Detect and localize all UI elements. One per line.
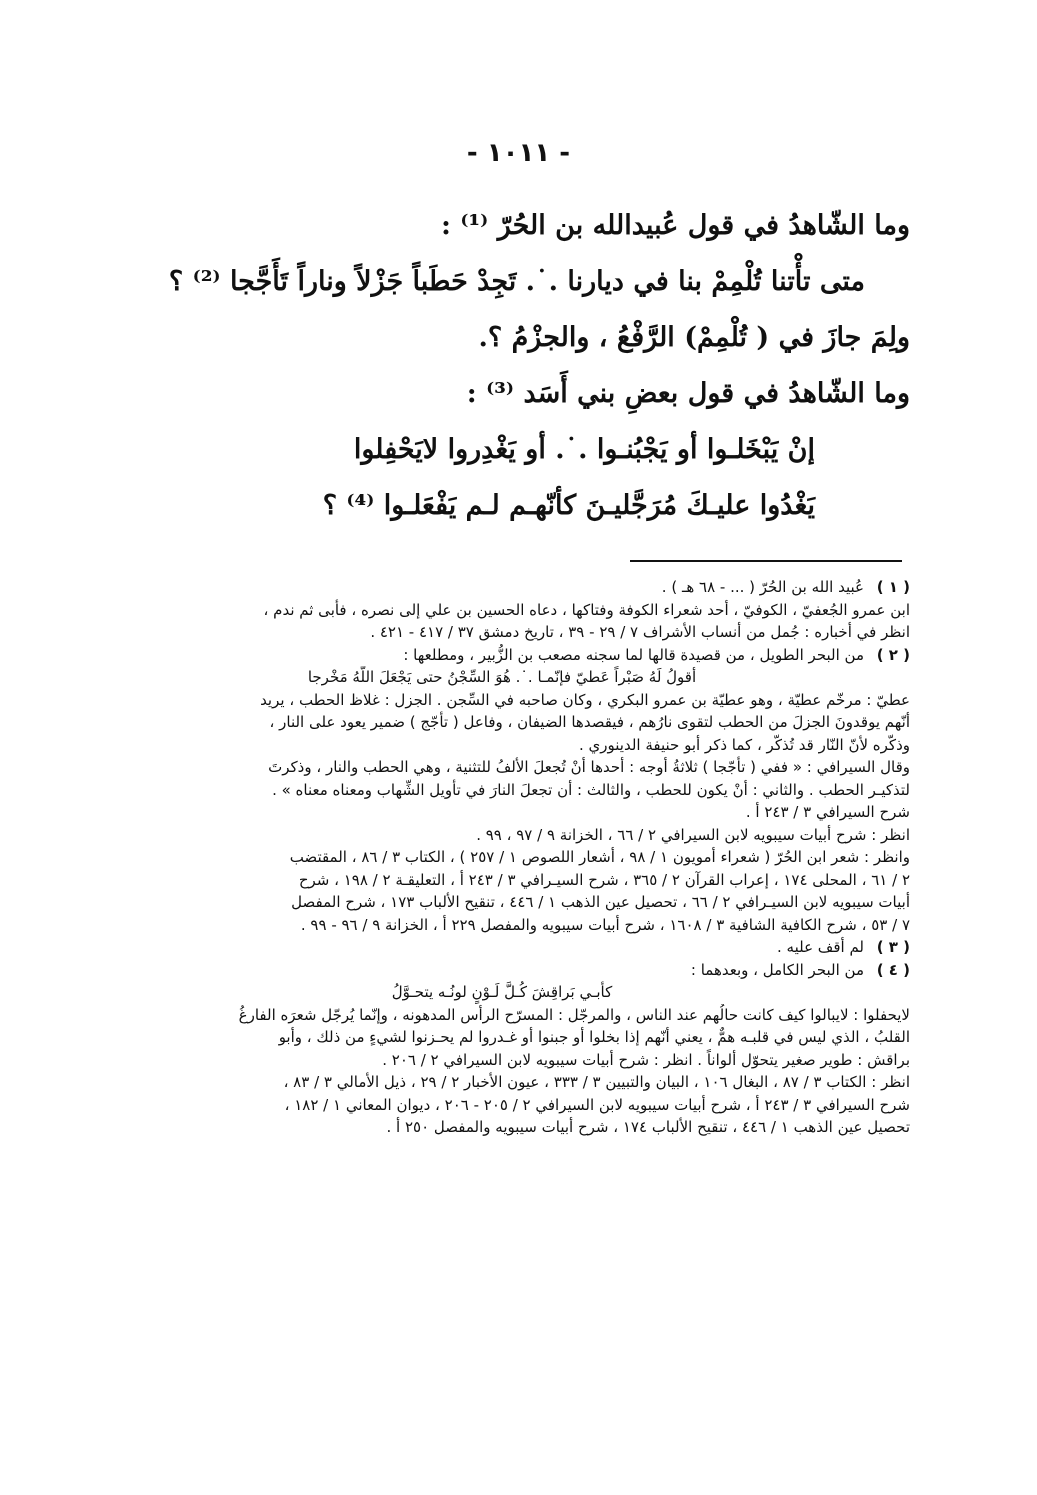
footnote-line: لتذكيـر الحطب . والثاني : أنْ يكون للحطب ، والثالث : أن تجعلَ النارَ في تأويل الشِّهاب ومعناه معناه » .: [272, 780, 910, 799]
question-line: وما الشّاهدُ في قول بعضِ بني أَسَد ⁽³⁾ :: [466, 378, 910, 409]
footnote-line: انظر : شرح أبيات سيبويه لابن السيرافي ٢ / ٦٦ ، الخزانة ٩ / ٩٧ ، ٩٩ .: [476, 825, 910, 844]
footnote-line: وانظر : شعر ابن الحُرّ ( شعراء أمويون ١ / ٩٨ ، أشعار اللصوص ١ / ٢٥٧ ) ، الكتاب ٣ / ٨٦ ، المقتضب: [289, 848, 910, 866]
footnote-number: ( ١ ): [876, 578, 910, 596]
main-text: [140, 212, 910, 548]
footnote-line: ابن عمرو الجُعفيّ ، الكوفيّ ، أحد شعراء الكوفة وفتاكها ، دعاه الحسين بن علي إلى نصره ، فأبى ثم ندم ،: [263, 600, 910, 619]
footnote-4: [140, 959, 910, 1139]
footnote-line: لم أقف عليه .: [777, 938, 864, 956]
footnote-separator: [630, 560, 902, 562]
question-line: ولِمَ جازَ في ( تُلْمِمْ) الرَّفْعُ ، والجزْمُ ؟.: [478, 322, 910, 353]
footnote-verse: كأبـي بَراقِشَ كُـلَّ لَـوْنٍ لونُـه يتحـوَّلُ: [391, 983, 613, 1001]
footnote-line: عُبيد الله بن الحُرّ ( ... - ٦٨ هـ ) .: [661, 578, 864, 596]
footnote-line: أبيات سيبويه لابن السيـرافي ٢ / ٦٦ ، تحصيل عين الذهب ١ / ٤٤٦ ، تنقيح الألباب ١٧٣ ، شرح المفصل: [291, 893, 910, 911]
verse-line: إنْ يَبْخَلـوا أو يَجْبُنـوا .˙. أو يَغْدِروا لايَحْفِلوا: [353, 434, 815, 465]
footnote-line: تحصيل عين الذهب ١ / ٤٤٦ ، تنقيح الألباب ١٧٤ ، شرح أبيات سيبويه والمفصل ٢٥٠ أ .: [386, 1118, 910, 1136]
footnote-3: [140, 936, 910, 959]
footnote-line: عطيّ : مرخّم عطيّة ، وهو عطيّة بن عمرو البكري ، وكان صاحبه في السِّجن . الجزل : غلاظ الحطب ، يريد: [260, 690, 910, 709]
footnote-number: ( ٢ ): [876, 645, 910, 664]
footnote-number: ( ٤ ): [876, 960, 910, 979]
footnote-line: من البحر الكامل ، وبعدهما :: [690, 960, 864, 979]
footnote-line: انظر : الكتاب ٣ / ٨٧ ، البغال ١٠٦ ، البيان والتبيين ٣ / ٣٣٣ ، عيون الأخبار ٢ / ٢٩ ، ذيل الأمالي ٣ / ٨٣ ،: [283, 1073, 910, 1091]
footnote-verse: أقولُ لَهُ صَبْراً عَطيّ فإنّمـا .˙. هُوَ السِّجْنُ حتى يَجْعَلَ اللّهُ مَخْرجا: [307, 668, 697, 686]
footnote-1: [140, 576, 910, 644]
footnote-line: وقال السيرافي : « ففي ( تأجّجا ) ثلاثةُ أوجه : أحدها أنْ تُجعلَ الألفُ للتثنية ، وهي الحطب والنار ، وذكرتَ: [268, 758, 910, 776]
verse-line: متى تأْتنا تُلْمِمْ بنا في ديارنا .˙. تَجِدْ حَطَباً جَزْلاً وناراً تَأَجَّجا ⁽²⁾ ؟: [168, 266, 865, 297]
footnote-line: ٧ / ٥٣ ، شرح الكافية الشافية ٣ / ١٦٠٨ ، شرح أبيات سيبويه والمفصل ٢٢٩ أ ، الخزانة ٩ / ٩٦ - ٩٩ .: [300, 915, 910, 934]
footnote-line: من البحر الطويل ، من قصيدة قالها لما سجنه مصعب بن الزُّبير ، ومطلعها :: [403, 645, 864, 664]
footnote-line: براقش : طوير صغير يتحوّل ألواناً . انظر : شرح أبيات سيبويه لابن السيرافي ٢ / ٢٠٦ .: [382, 1050, 910, 1069]
question-line: وما الشّاهدُ في قول عُبيدالله بن الحُرّ ⁽¹⁾ :: [441, 210, 910, 241]
page-number: - ١٠١١ -: [466, 138, 571, 168]
footnote-line: شرح السيرافي ٣ / ٢٤٣ أ ، شرح أبيات سيبويه لابن السيرافي ٢ / ٢٠٥ - ٢٠٦ ، ديوان المعاني ١ / ١٨٢ ،: [284, 1095, 910, 1114]
footnote-line: أنّهم يوقدونَ الجزلَ من الحطب لتقوى نارُهم ، فيقصدها الضيفان ، وفاعل ( تأجّج ) ضمير يعود على النار ،: [269, 713, 910, 731]
footnote-line: القلبُ ، الذي ليس في قلبـه همٌّ ، يعني أنّهم إذا بخلوا أو جبنوا أو غـدروا لم يحـزنوا لشيءٍ من ذلك ، وأبو: [278, 1028, 910, 1046]
footnote-line: وذكّره لأنّ النّار قد تُذكّر ، كما ذكر أبو حنيفة الدينوري .: [579, 735, 910, 754]
footnote-line: شرح السيرافي ٣ / ٢٤٣ أ .: [745, 803, 910, 821]
footnote-2: [140, 644, 910, 937]
footnote-number: ( ٣ ): [876, 938, 910, 956]
verse-line: يَغْدُوا عليـكَ مُرَجَّليـنَ كأنّهـم لـم يَفْعَلـوا ⁽⁴⁾ ؟: [322, 490, 815, 521]
footnote-line: لايحفلوا : لايبالوا كيف كانت حالُهم عند الناس ، والمرجّل : المسرّح الرأس المدهونه ، وإنّما يُرجّل شعرَه الفارغُ: [238, 1005, 910, 1024]
footnote-line: ٢ / ٦١ ، المحلى ١٧٤ ، إعراب القرآن ٢ / ٣٦٥ ، شرح السيـرافي ٣ / ٢٤٣ أ ، التعليقـة ٢ / ١٩٨ ، شرح: [298, 870, 910, 889]
footnotes: [140, 576, 910, 1139]
footnote-line: انظر في أخباره : جُمل من أنساب الأشراف ٧ / ٢٩ - ٣٩ ، تاريخ دمشق ٣٧ / ٤١٧ - ٤٢١ .: [370, 623, 910, 641]
